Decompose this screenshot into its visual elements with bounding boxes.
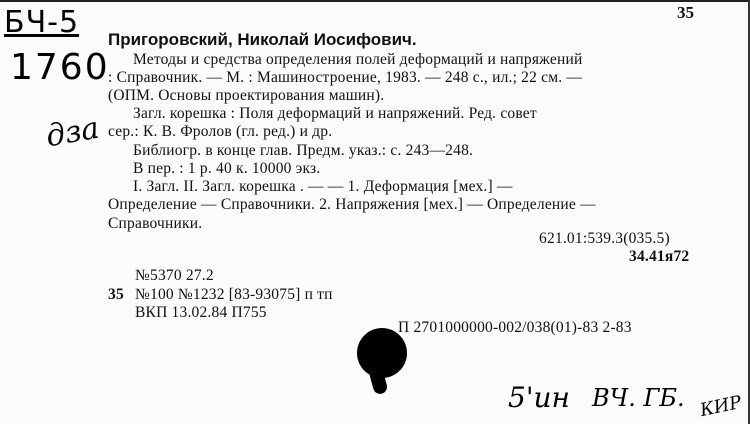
udc-code: 621.01:539.3(035.5) bbox=[539, 230, 670, 247]
handwritten-side-mark: дза bbox=[43, 110, 102, 155]
text-line: В пер. : 1 р. 40 к. 10000 экз. bbox=[133, 160, 321, 177]
copy-line: №100 №1232 [83-93075] п тп bbox=[135, 286, 333, 303]
handwritten-bottom-note-2: ВЧ. ГБ. bbox=[592, 384, 685, 412]
vkp-line: ВКП 13.02.84 П755 bbox=[135, 304, 267, 321]
index-line: П 2701000000-002/038(01)-83 2-83 bbox=[398, 319, 632, 336]
text-line: : Справочник. — М. : Машиностроение, 1983. — 248 с., ил.; 22 см. — bbox=[108, 69, 583, 86]
text-line: (ОПМ. Основы проектирования машин). bbox=[108, 87, 385, 104]
text-line: Библиогр. в конце глав. Предм. указ.: с. 243—248. bbox=[133, 142, 474, 159]
order-number: №5370 27.2 bbox=[135, 267, 214, 284]
text-line: Методы и средства определения полей деформаций и напряжений bbox=[133, 51, 583, 68]
handwritten-shelf-mark: БЧ-5 bbox=[4, 5, 80, 40]
text-line: Справочники. bbox=[108, 215, 203, 232]
handwritten-bottom-note-3: КИР bbox=[698, 391, 744, 422]
text-line: Загл. корешка : Поля деформаций и напряжений. Ред. совет bbox=[133, 105, 537, 122]
copy-prefix: 35 bbox=[108, 286, 124, 303]
page-number: 35 bbox=[677, 3, 694, 22]
text-line: сер.: К. В. Фролов (гл. ред.) и др. bbox=[108, 123, 333, 140]
bbk-code: 34.41я72 bbox=[629, 248, 690, 265]
text-line: I. Загл. II. Загл. корешка . — — 1. Деформация [мех.] — bbox=[133, 178, 513, 195]
text-line: Определение — Справочники. 2. Напряжения [мех.] — Определение — bbox=[108, 196, 596, 213]
author-heading: Пригоровский, Николай Иосифович. bbox=[108, 30, 417, 49]
card-top-edge bbox=[0, 0, 750, 2]
handwritten-number: 1760 bbox=[10, 47, 110, 88]
handwritten-bottom-note-1: 5'ин bbox=[508, 381, 570, 414]
